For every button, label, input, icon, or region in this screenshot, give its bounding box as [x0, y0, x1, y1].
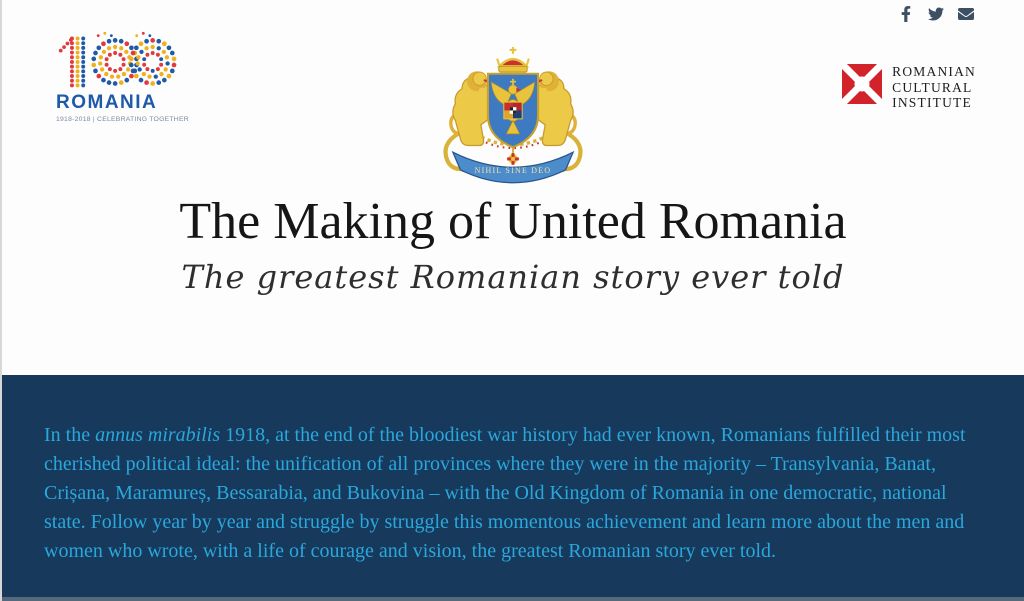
bottom-edge-strip	[2, 597, 1024, 601]
rci-line-1: ROMANIAN	[892, 64, 976, 79]
romania-100-tagline: 1918-2018 | CELEBRATING TOGETHER	[56, 115, 189, 123]
hero-section	[2, 0, 1024, 375]
rci-logo[interactable]	[842, 64, 976, 111]
page-subtitle: The greatest Romanian story ever told	[181, 258, 845, 296]
twitter-icon[interactable]	[928, 6, 944, 22]
intro-section	[2, 375, 1024, 601]
rci-line-2: CULTURAL	[892, 79, 973, 95]
facebook-icon[interactable]	[898, 6, 914, 22]
romania-100-logo[interactable]	[56, 30, 189, 123]
page-title: The Making of United Romania	[179, 193, 847, 250]
social-links	[898, 6, 974, 22]
romania-100-dots-icon	[56, 30, 178, 92]
intro-text-italic: annus mirabilis	[95, 424, 221, 446]
intro-paragraph	[44, 421, 982, 566]
intro-text-rest: 1918, at the end of the bloodiest war history had ever known, Romanians fulfilled their most cherished political ideal: the unification of all provinces where they were in the majority – Transylvania, Banat, Crișana, Maramureș, Bessarabia, and Bukovina – with the Old Kingdom of Romania in one democratic, national state. Follow year by year and struggle by struggle this momentous achievement and learn more about the men and women who wrote, with a life of courage and vision, the greatest Romanian story ever told.	[44, 424, 966, 562]
email-icon[interactable]	[958, 6, 974, 22]
rci-line-3: INSTITUTE	[892, 95, 972, 110]
coat-of-arms-motto: NIHIL SINE DEO	[474, 166, 552, 176]
romania-100-wordmark: ROMANIA	[56, 92, 158, 113]
rci-wordmark	[892, 64, 976, 111]
rci-emblem-icon	[842, 64, 882, 104]
intro-text-prefix: In the	[44, 424, 96, 446]
romania-coat-of-arms-icon	[429, 42, 597, 194]
